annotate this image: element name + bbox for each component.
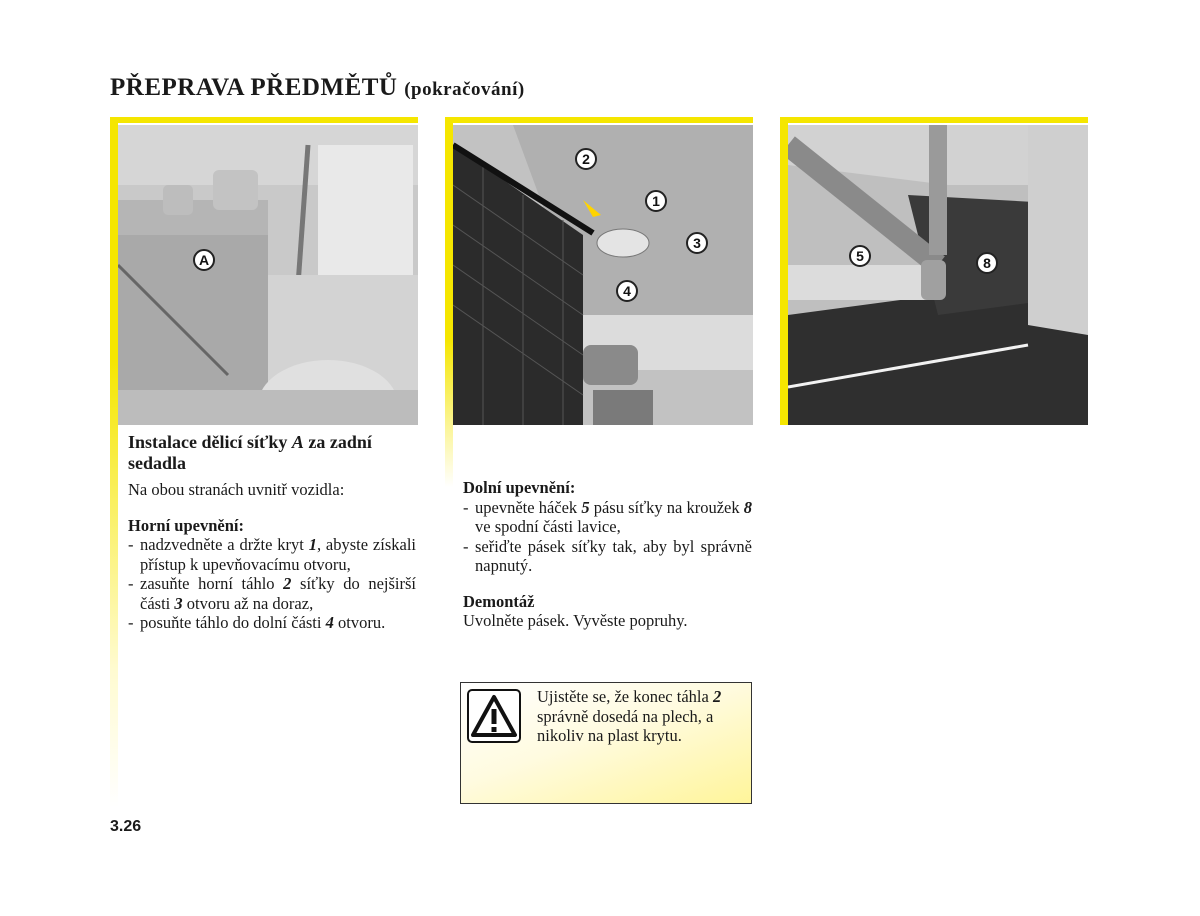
removal-title: Demontáž — [463, 591, 535, 611]
col2-text — [463, 478, 752, 631]
lower-fixing-title: Dolní upevnění: — [463, 478, 576, 497]
install-heading: Instalace dělicí síťky A za zadní sedadla — [128, 432, 372, 473]
callout-4: 4 — [616, 280, 638, 302]
col1-text — [128, 432, 416, 633]
callout-5: 5 — [849, 245, 871, 267]
upper-fixing-list — [128, 535, 416, 633]
removal-text: Uvolněte pásek. Vyvěste popruhy. — [463, 611, 688, 630]
install-intro: Na obou stranách uvnitř vozidla: — [128, 480, 345, 499]
list-item: - nadzvedněte a držte kryt 1, abyste získali přístup k upevňovacímu otvoru, — [128, 535, 416, 574]
list-item: - seřiďte pásek síťky tak, aby byl správně napnutý. — [463, 537, 752, 576]
figure-upper-fixing-art — [453, 125, 753, 425]
list-item: - zasuňte horní táhlo 2 síťky do nejširší části 3 otvoru až na doraz, — [128, 574, 416, 613]
title-main: PŘEPRAVA PŘEDMĚTŮ — [110, 74, 398, 101]
warning-box — [460, 682, 752, 804]
callout-A: A — [193, 249, 215, 271]
figure-rear-seat-net — [118, 125, 418, 425]
page-title — [110, 74, 525, 102]
col2-top-bar — [445, 117, 753, 123]
title-subtitle: (pokračování) — [404, 79, 525, 100]
lower-fixing-list — [463, 498, 752, 576]
list-item: - posuňte táhlo do dolní části 4 otvoru. — [128, 613, 416, 633]
col3-top-bar — [780, 117, 1088, 123]
warning-text: Ujistěte se, že konec táhla 2 správně dosedá na plech, a nikoliv na plast krytu. — [537, 687, 722, 745]
col1-side-bar — [110, 117, 118, 807]
figure-upper-fixing — [453, 125, 753, 425]
col1-top-bar — [110, 117, 418, 123]
callout-8: 8 — [976, 252, 998, 274]
figure-lower-fixing — [788, 125, 1088, 425]
figure-rear-seat-net-art — [118, 125, 418, 425]
callout-3: 3 — [686, 232, 708, 254]
warning-triangle-icon — [467, 689, 521, 743]
figure-lower-fixing-art — [788, 125, 1088, 425]
col2-side-bar — [445, 117, 453, 487]
callout-1: 1 — [645, 190, 667, 212]
col3-side-bar — [780, 117, 788, 425]
callout-2: 2 — [575, 148, 597, 170]
page-number: 3.26 — [110, 818, 142, 835]
list-item: - upevněte háček 5 pásu síťky na kroužek 8 ve spodní části lavice, — [463, 498, 752, 537]
upper-fixing-title: Horní upevnění: — [128, 515, 244, 535]
